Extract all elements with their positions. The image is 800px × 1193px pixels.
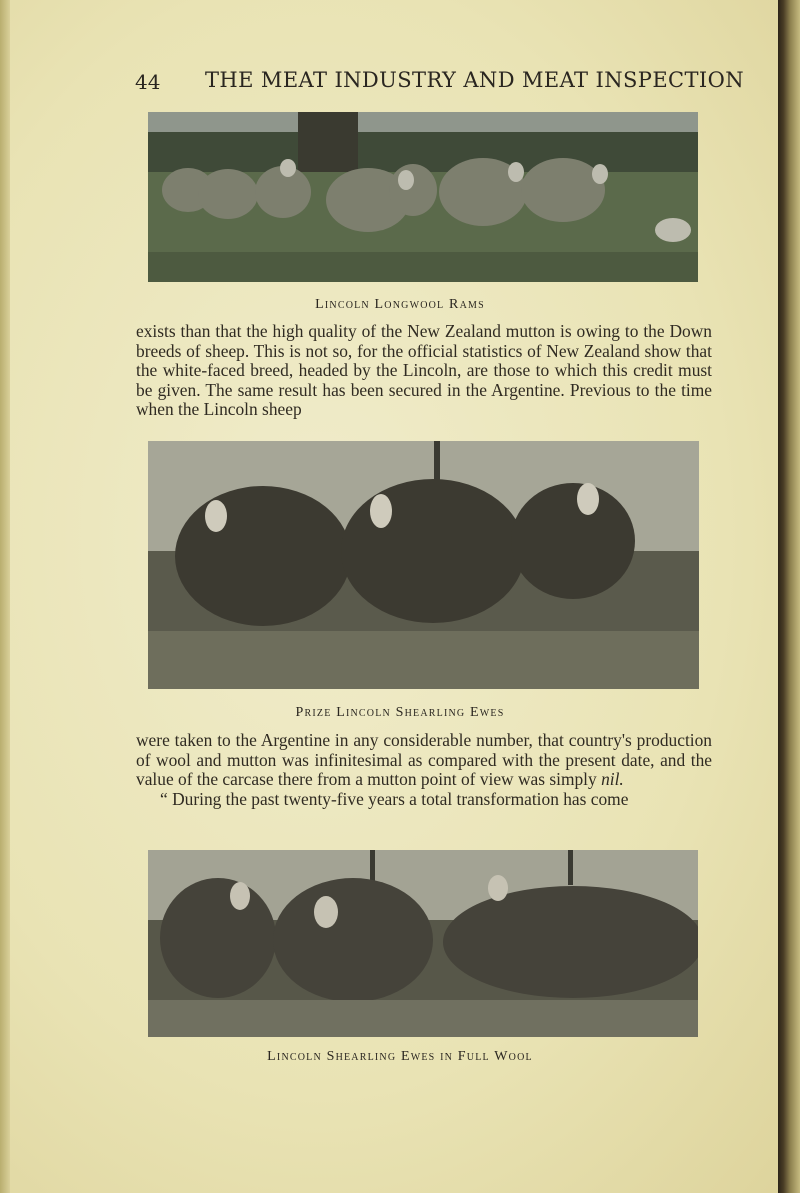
photo-prize-shearling-ewes bbox=[148, 441, 699, 689]
page-gutter-left bbox=[0, 0, 10, 1193]
figure-caption: Lincoln Longwool Rams bbox=[315, 297, 485, 312]
figure-caption: Lincoln Shearling Ewes in Full Wool bbox=[267, 1049, 533, 1064]
book-spine-edge bbox=[778, 0, 800, 1193]
running-title: THE MEAT INDUSTRY AND MEAT INSPECTION bbox=[205, 68, 745, 92]
body-paragraph: were taken to the Argentine in any considerable number, that country's production of wool and mutton was infinitesimal as compared with the present date, and the value of the carcase there from a mutton point of view was simply nil. “ During the past twenty-five years a total transformation has come bbox=[136, 730, 712, 809]
page-number: 44 bbox=[135, 70, 161, 94]
photo-ewes-full-wool bbox=[148, 850, 698, 1037]
photo-longwool-rams bbox=[148, 112, 698, 282]
page-header bbox=[0, 66, 800, 96]
body-paragraph: exists than that the high quality of the New Zealand mutton is owing to the Down breeds of sheep. This is not so, for the official statistics of New Zealand show that the white-faced breed, headed by the Lincoln, are those to which this credit must be given. The same result has been secured in the Argentine. Previous to the time when the Lincoln sheep bbox=[136, 321, 712, 420]
figure-caption: Prize Lincoln Shearling Ewes bbox=[295, 705, 505, 720]
